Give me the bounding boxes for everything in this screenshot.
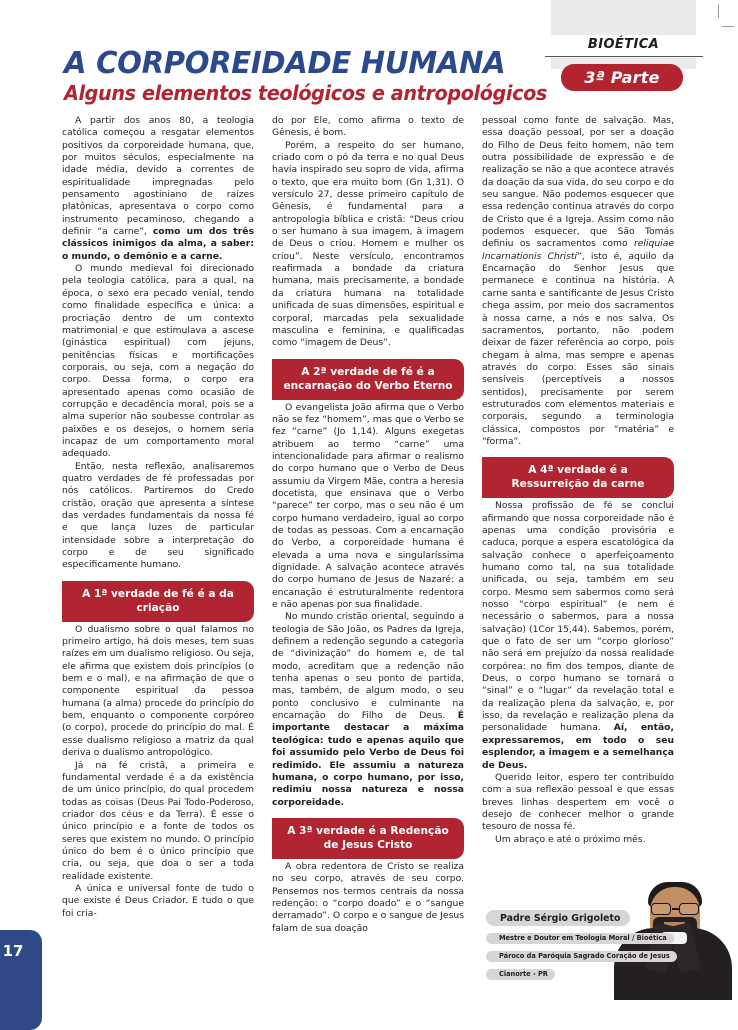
author-byline xyxy=(486,875,738,1000)
page-header xyxy=(0,0,738,108)
paragraph: Querido leitor, espero ter contribuído com a sua reflexão pessoal e que essas breves linhas despertem em você o desejo de conhecer melhor o grande tesouro de nossa fé. xyxy=(482,771,674,833)
credential-line: Mestre e Doutor em Teologia Moral / Bioética xyxy=(486,933,674,944)
paragraph: do por Ele, como afirma o texto de Gênesis, é bom. xyxy=(272,115,464,139)
paragraph-text: A partir dos anos 80, a teologia católica começou a resgatar elementos positivos da corporeidade humana, que, por muitos séculos, especialmente na idade média, devido a correntes de espiritualidade impregnadas pelo pensamento agostiniano de raízes platônicas, apresentava o corpo como instrumento pecaminoso, chegando a definir “a carne”, xyxy=(62,115,254,238)
section-heading-4: A 4ª verdade é a Ressurreição da carne xyxy=(482,457,674,498)
paragraph-italic: reliquiae Incarnationis Christi xyxy=(482,238,674,262)
author-credentials xyxy=(486,927,677,981)
paragraph: A única e universal fonte de tudo o que existe é Deus Criador. E tudo o que foi cria- xyxy=(62,882,254,919)
kicker-rule xyxy=(545,56,703,57)
paragraph-text: pessoal como fonte de salvação. Mas, essa doação pessoal, por ser a doação do Filho de Deus feito homem, não tem outra possibilidade de expressão e de realização se não a que acontece através da doação da sua vida, do seu corpo e do seu sangue. Não podemos esquecer que essa redenção continua através do corpo de Cristo que é a Igreja. Assim como não podemos esquecer, que São Tomás definiu os sacramentos como xyxy=(482,115,674,250)
part-badge-label: 3ª Parte xyxy=(584,68,660,87)
section-heading-1: A 1ª verdade de fé é a da criação xyxy=(62,581,254,622)
section-heading-3: A 3ª verdade é a Redenção de Jesus Cristo xyxy=(272,818,464,859)
kicker-backdrop xyxy=(551,0,696,35)
paragraph-text-cont: ”, isto é, aquilo da Encarnação do Senhor Jesus que permanece e continua na história. A carne santa e santificante de Jesus Cristo chega assim, por meio dos sacramentos à nossa carne, a nós e nos salva. Os sacramentos, portanto, não podem deixar de fazer referência ao corpo, pois chegam à alma, mas sempre e apenas através do corpo. Esses são sinais sensíveis (perceptíveis a nossos sentidos), precisamente por serem estruturados com elementos materiais e corporais, segundo a terminologia clássica, compostos por “matéria” e “forma”. xyxy=(482,250,674,447)
part-badge xyxy=(561,64,683,91)
text-column-3 xyxy=(482,115,674,846)
credential-line: Pároco da Paróquia Sagrado Coração de Jesus xyxy=(486,951,677,962)
paragraph: Porém, a respeito do ser humano, criado com o pó da terra e no qual Deus havia inspirado seu sopro de vida, afirma o texto, que era muito bom (Gn 1,31). O versículo 27, desse primeiro capítulo de Gênesis, é fundamental para a antropologia bíblica e cristã: “Deus criou o ser humano à sua imagem, à imagem de Deus o criou. Homem e mulher os criou”. Neste versículo, encontramos reafirmada a bondade da criatura humana, mais precisamente, a bondade da criatura humana na totalidade unificada de suas dimensões, espiritual e corporal, marcadas pela sexualidade masculina e feminina, e qualificadas como “imagem de Deus”. xyxy=(272,139,464,349)
paragraph xyxy=(482,500,674,772)
section-kicker: BIOÉTICA xyxy=(587,37,660,52)
glasses-icon xyxy=(650,903,700,915)
paragraph: Já na fé cristã, a primeira e fundamental verdade é a da existência de um único princípio, do qual procedem todas as coisas (Deus Pai Todo-Poderoso, criador dos céus e da Terra). É esse o único princípio e a fonte de todos os seres que existem no mundo. O princípio único do bem é o único princípio que cria, ou seja, que doa o ser a toda realidade existente. xyxy=(62,759,254,882)
credential-line: Cianorte - PR xyxy=(486,969,555,980)
paragraph: Então, nesta reflexão, analisaremos quatro verdades de fé professadas por nós católicos. Partiremos do Credo cristão, oração que apresenta a síntese das verdades fundamentais da nossa fé e que lança luzes de particular intensidade sobre a interpretação do corpo e de seu significado especificamente humano. xyxy=(62,460,254,571)
paragraph: O evangelista João afirma que o Verbo não se fez “homem”, mas que o Verbo se fez “carne” (Jo 1,14). Alguns exegetas atribuem ao termo “carne” uma intencionalidade para afirmar o realismo do corpo humano que o Verbo de Deus assumiu da Virgem Mãe, contra a heresia docetista, que ensinava que o Verbo “parece” ter corpo, mas o seu não é um corpo humano verdadeiro, igual ao corpo de todas as pessoas. Com a encarnação do Verbo, a corporeidade humana é elevada a uma nova e singularíssima dignidade. A salvação acontece através do corpo humano de Jesus de Nazaré: a encanação é estruturalmente redentora e não apenas por sua finalidade. xyxy=(272,401,464,611)
paragraph-text: No mundo cristão oriental, seguindo a teologia de São João, os Padres da Igreja, definem a redenção segundo a categoria de “divinização” do homem e, de tal modo, acreditam que a redenção não tenha apenas o seu ponto de partida, mas, também, de algum modo, o seu ponto conclusivo e culminante na encarnação do Filho de Deus. xyxy=(272,611,464,722)
paragraph-bold: como um dos três clássicos inimigos da alma, a saber: o mundo, o demônio e a carne. xyxy=(62,226,254,262)
text-column-2 xyxy=(272,115,464,935)
paragraph-bold: Aí, então, expressaremos, em todo o seu esplendor, a imagem e a semelhança de Deus. xyxy=(482,722,674,771)
paragraph: A obra redentora de Cristo se realiza no seu corpo, através de seu corpo. Pensemos nos termos centrais da nossa redenção: o “corpo doado” e o “sangue derramado”. O corpo e o sangue de Jesus falam de sua doação xyxy=(272,860,464,934)
paragraph-bold: É importante destacar a máxima teológica: tudo e apenas aquilo que foi assumido pelo Verbo de Deus foi redimido. Ele assumiu a natureza humana, o corpo humano, por isso, redimiu nossa natureza e nossa corporeidade. xyxy=(272,710,464,808)
crop-mark-vertical xyxy=(718,4,719,18)
paragraph: O mundo medieval foi direcionado pela teologia católica, para a qual, na época, o sexo era pecado venial, tendo como finalidade específica e única: a procriação dentro de um contexto matrimonial e que estimulava a ascese (ginástica espiritual) com jejuns, penitências físicas e mortificações corporais, ou seja, com a negação do corpo. Dessa forma, o corpo era apresentado apenas como ocasião de corrupção e decadência moral, pois se a alma superior não soubesse controlar as paixões e os desejos, o homem seria incapaz de um comportamento moral adequado. xyxy=(62,263,254,460)
page-number-label: 17 xyxy=(2,942,24,960)
author-name: Padre Sérgio Grigoleto xyxy=(486,910,630,926)
page-title: A CORPOREIDADE HUMANA xyxy=(64,46,506,81)
paragraph: O dualismo sobre o qual falamos no primeiro artigo, há dois meses, tem suas raízes em um dualismo religioso. Ou seja, ele afirma que existem dois princípios (o bem e o mal), e na afirmação de que o componente espiritual da pessoa humana (a alma) procede do princípio do bem, enquanto o componente corpóreo (o corpo), procede do princípio do mal. É esse dualismo religioso a matriz da qual deriva o dualismo antropológico. xyxy=(62,623,254,759)
paragraph-text: Nossa profissão de fé se conclui afirmando que nossa corporeidade não é apenas uma condição provisória e caduca, porque a espera escatológica da salvação conhece o aperfeiçoamento humano como tal, na sua totalidade unificada, ou seja, também em seu corpo. Mesmo sem sabermos como será nosso “corpo espiritual” (e nem é necessário o sabermos, para a nossa salvação) (1Cor 15,44). Sabemos, porém, que o fato de ser um “corpo glorioso” não será em prejuízo da nossa realidade corpórea: no fim dos tempos, diante de Deus, o corpo humano se tornará o “sinal” e o “lugar” da revelação total e da realização plena da salvação, e, por isso, da revelação e realização plena da personalidade humana. xyxy=(482,500,674,734)
page-subtitle: Alguns elementos teológicos e antropológicos xyxy=(64,81,547,105)
paragraph xyxy=(482,115,674,448)
crop-mark-horizontal xyxy=(722,26,734,27)
paragraph xyxy=(272,611,464,809)
text-column-1 xyxy=(62,115,254,920)
page-number-badge xyxy=(0,930,42,1030)
paragraph: Um abraço e até o próximo mês. xyxy=(495,833,646,845)
paragraph xyxy=(62,115,254,263)
section-heading-2: A 2ª verdade de fé é a encarnação do Verbo Eterno xyxy=(272,359,464,400)
